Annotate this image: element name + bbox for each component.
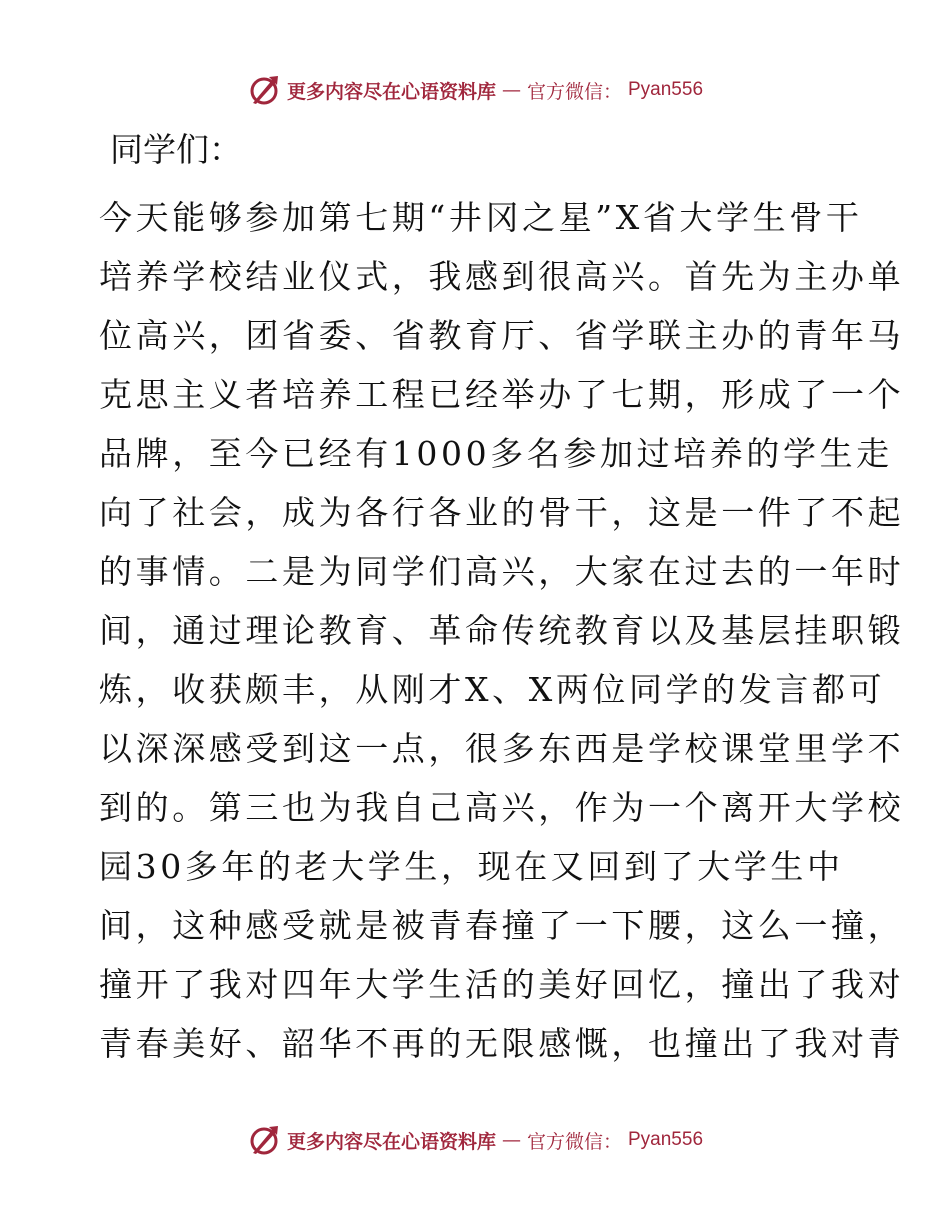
text-line: 位高兴，团省委、省教育厅、省学联主办的青年马 <box>99 316 905 355</box>
watermark-separator: — <box>501 1129 521 1151</box>
text-line: 间，这种感受就是被青春撞了一下腰，这么一撞， <box>99 906 905 945</box>
watermark-wechat-label: 官方微信： <box>526 1130 622 1153</box>
text-line: 品牌，至今已经有1000多名参加过培养的学生走 <box>99 434 893 473</box>
watermark-wechat-id: Pyan556 <box>628 79 704 100</box>
text-line: 的事情。二是为同学们高兴，大家在过去的一年时 <box>99 552 905 591</box>
text-line: 克思主义者培养工程已经举办了七期，形成了一个 <box>99 375 905 414</box>
text-line: 今天能够参加第七期“井冈之星”X省大学生骨干 <box>99 198 863 237</box>
quill-logo-icon <box>247 1123 281 1157</box>
text-line: 培养学校结业仪式，我感到很高兴。首先为主办单 <box>99 257 905 296</box>
text-line: 到的。第三也为我自己高兴，作为一个离开大学校 <box>99 788 905 827</box>
text-line: 以深深感受到这一点，很多东西是学校课堂里学不 <box>99 729 905 768</box>
text-line: 炼，收获颇丰，从刚才X、X两位同学的发言都可 <box>99 670 886 709</box>
watermark-brand: 更多内容尽在心语资料库 <box>286 1130 496 1153</box>
greeting: 同学们： <box>110 130 242 169</box>
text-line: 青春美好、韶华不再的无限感慨，也撞出了我对青 <box>99 1024 905 1063</box>
watermark-wechat-id: Pyan556 <box>628 1129 704 1150</box>
watermark-separator: — <box>501 79 521 101</box>
watermark-brand: 更多内容尽在心语资料库 <box>286 80 496 103</box>
text-line: 撞开了我对四年大学生活的美好回忆，撞出了我对 <box>99 965 905 1004</box>
text-line: 园30多年的老大学生，现在又回到了大学生中 <box>99 847 844 886</box>
watermark-footer <box>0 1120 950 1160</box>
text-line: 间，通过理论教育、革命传统教育以及基层挂职锻 <box>99 611 905 650</box>
watermark-wechat-label: 官方微信： <box>526 80 622 103</box>
text-line: 向了社会，成为各行各业的骨干，这是一件了不起 <box>99 493 905 532</box>
